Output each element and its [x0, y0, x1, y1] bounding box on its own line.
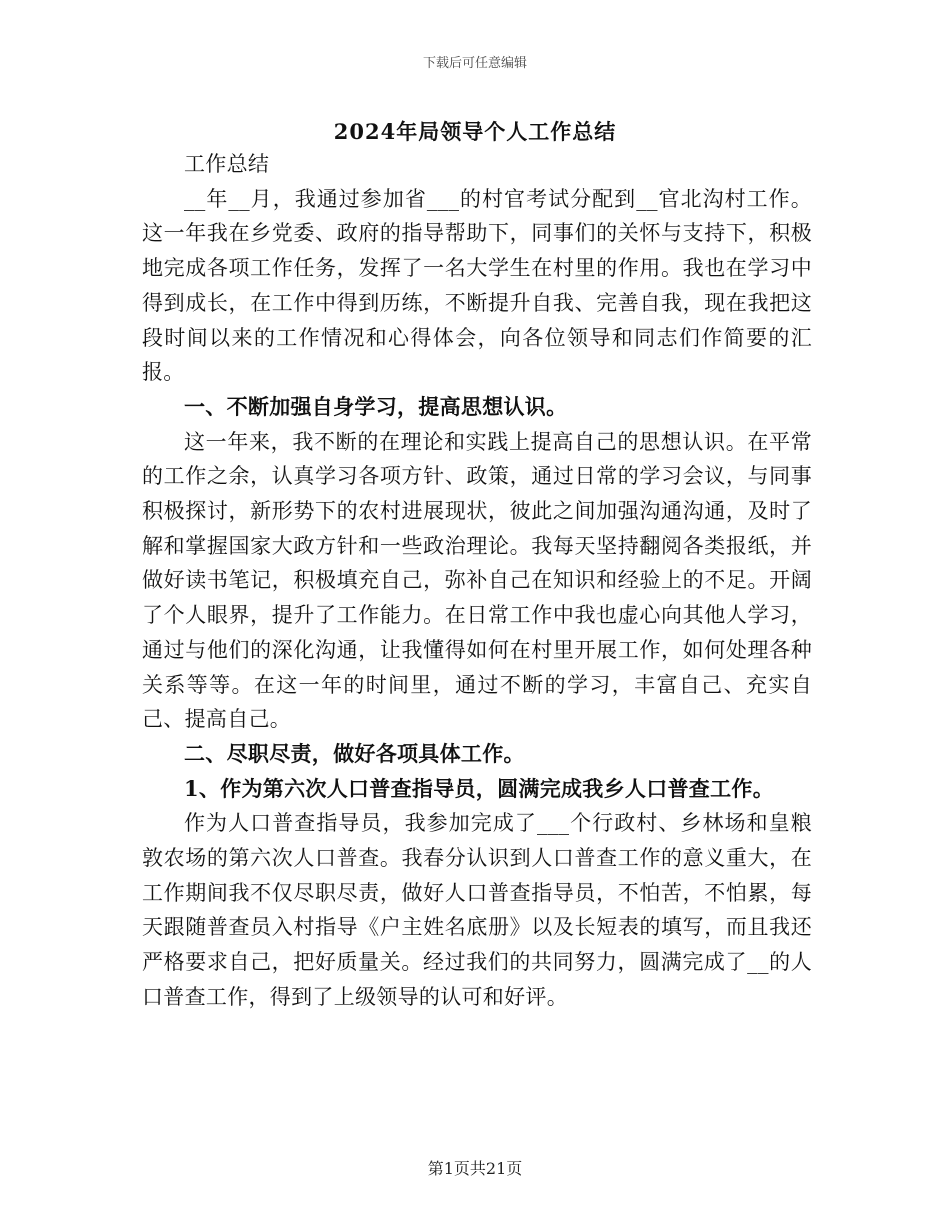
subsection-heading: 1、作为第六次人口普查指导员，圆满完成我乡人口普查工作。 [184, 775, 775, 801]
paragraph: 工作总结 [184, 152, 270, 176]
paragraph: 这一年来，我不断的在理论和实践上提高自己的思想认识。在平常的工作之余，认真学习各项方针、政策，通过日常的学习会议，与同事积极探讨，新形势下的农村进展现状，彼此之间加强沟通沟通，及时了解和掌握国家大政方针和一些政治理论。我每天坚持翻阅各类报纸，并做好读书笔记，积极填充自己，弥补自己在知识和经验上的不足。开阔了个人眼界，提升了工作能力。在日常工作中我也虚心向其他人学习，通过与他们的深化沟通，让我懂得如何在村里开展工作，如何处理各种关系等等。在这一年的时间里，通过不断的学习，丰富自己、充实自己、提高自己。 [142, 429, 812, 732]
document-body [142, 147, 812, 1015]
section-heading: 二、尽职尽责，做好各项具体工作。 [184, 740, 525, 766]
page-footer: 第1页共21页 [427, 1159, 523, 1178]
section-heading: 一、不断加强自身学习，提高思想认识。 [184, 393, 568, 419]
paragraph: 作为人口普查指导员，我参加完成了___个行政村、乡林场和皇粮敦农场的第六次人口普查。我春分认识到人口普查工作的意义重大，在工作期间我不仅尽职尽责，做好人口普查指导员，不怕苦，不怕累，每天跟随普查员入村指导《户主姓名底册》以及长短表的填写，而且我还严格要求自己，把好质量关。经过我们的共同努力，圆满完成了__的人口普查工作，得到了上级领导的认可和好评。 [142, 811, 812, 1009]
header-note: 下载后可任意编辑 [422, 56, 527, 71]
document-title: 2024年局领导个人工作总结 [333, 119, 617, 144]
paragraph: __年__月，我通过参加省___的村官考试分配到__官北沟村工作。这一年我在乡党委、政府的指导帮助下，同事们的关怀与支持下，积极地完成各项工作任务，发挥了一名大学生在村里的作用。我也在学习中得到成长，在工作中得到历练，不断提升自我、完善自我，现在我把这段时间以来的工作情况和心得体会，向各位领导和同志们作简要的汇报。 [142, 186, 812, 385]
